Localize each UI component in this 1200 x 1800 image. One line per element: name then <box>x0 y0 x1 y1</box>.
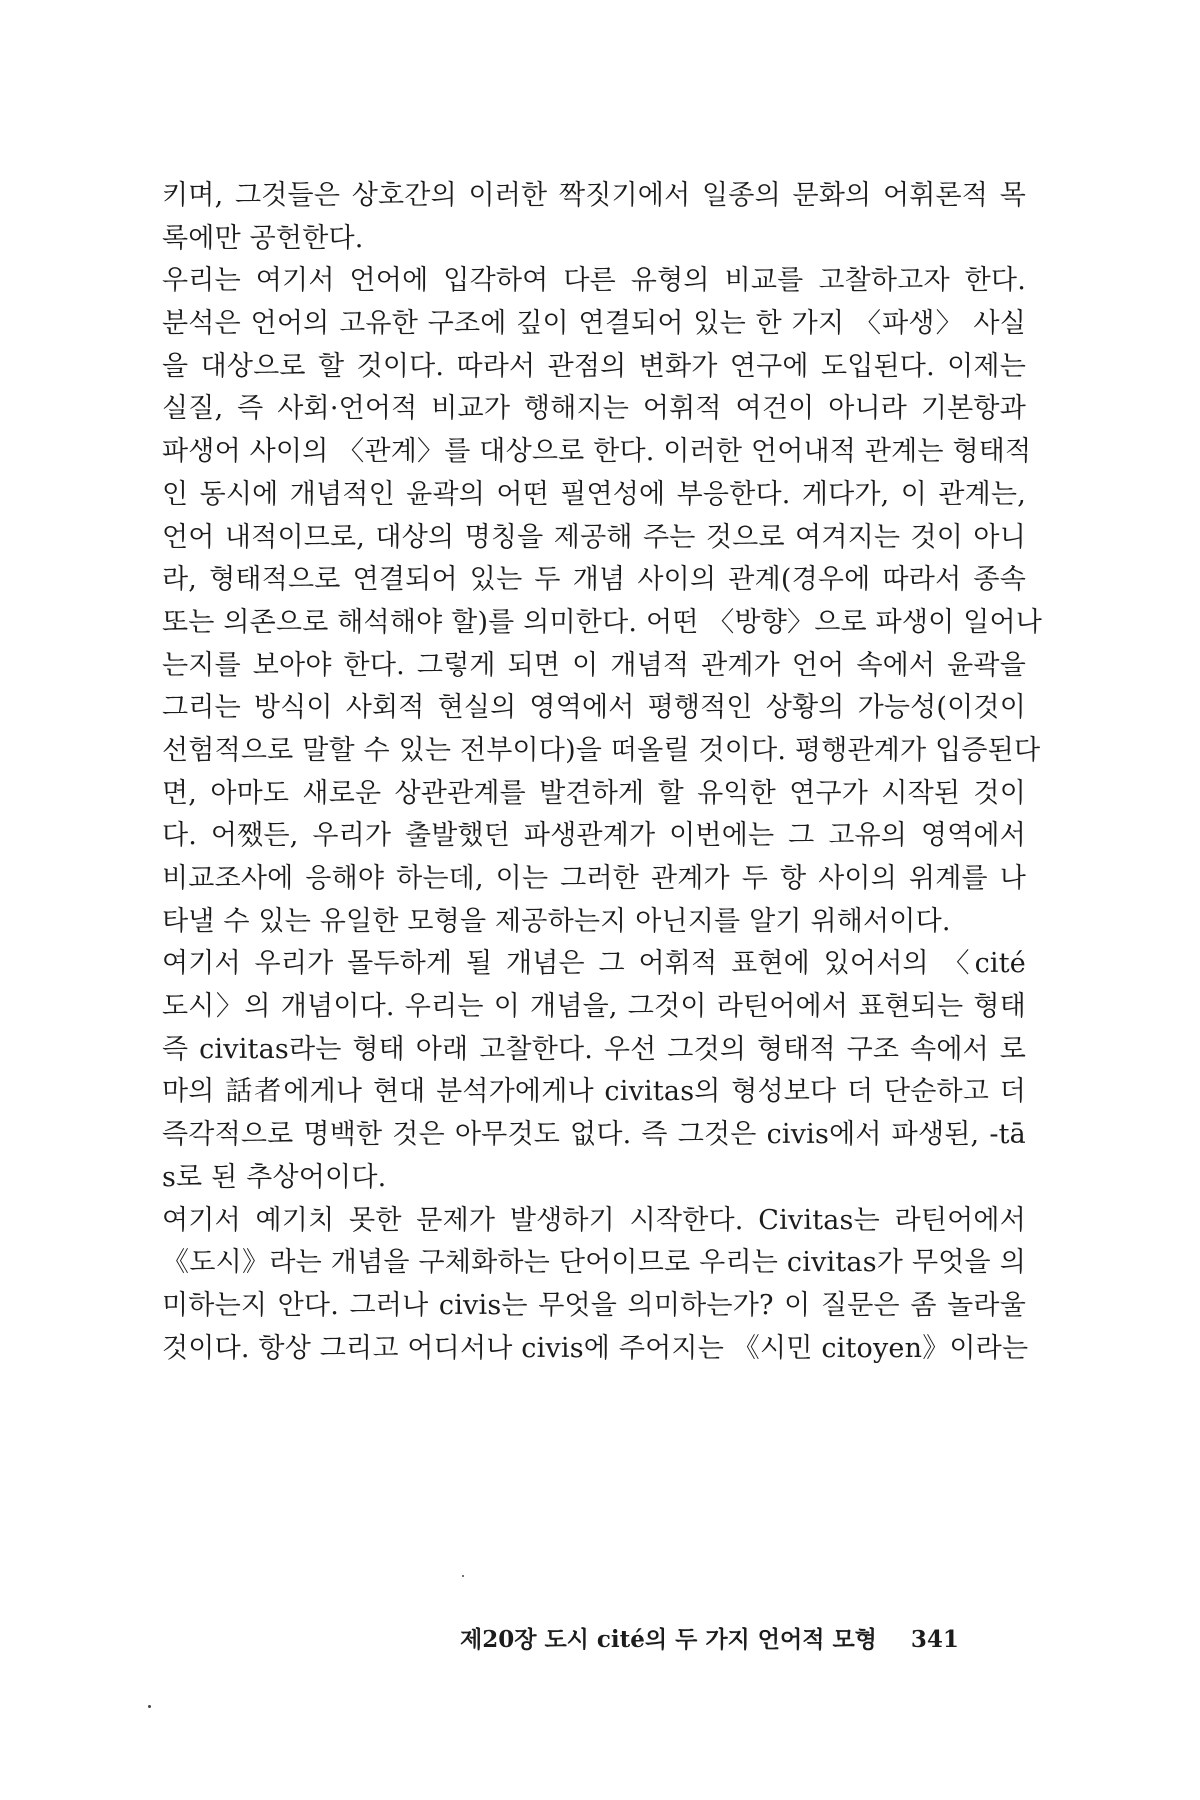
page-number: 341 <box>910 1626 959 1653</box>
text-line: 비교조사에 응해야 하는데, 이는 그러한 관계가 두 항 사이의 위계를 나 <box>162 863 1026 894</box>
text-line: 라, 형태적으로 연결되어 있는 두 개념 사이의 관계(경우에 따라서 종속 <box>162 564 1026 596</box>
body-text <box>162 175 1043 1370</box>
scan-speck <box>462 1575 464 1577</box>
text-line: 그리는 방식이 사회적 현실의 영역에서 평행적인 상황의 가능성(이것이 <box>162 692 1026 724</box>
text-line: 즉각적으로 명백한 것은 아무것도 없다. 즉 그것은 civis에서 파생된, -tā <box>162 1119 1026 1151</box>
text-line: 언어 내적이므로, 대상의 명칭을 제공해 주는 것으로 여겨지는 것이 아니 <box>162 521 1026 553</box>
text-line: 또는 의존으로 해석해야 할)를 의미한다. 어떤 〈방향〉으로 파생이 일어나 <box>162 606 1043 638</box>
text-line: 다. 어쨌든, 우리가 출발했던 파생관계가 이번에는 그 고유의 영역에서 <box>162 820 1026 852</box>
text-line: 분석은 언어의 고유한 구조에 깊이 연결되어 있는 한 가지 〈파생〉 사실 <box>162 308 1026 340</box>
text-line: 미하는지 안다. 그러나 civis는 무엇을 의미하는가? 이 질문은 좀 놀라울 <box>162 1289 1026 1321</box>
text-line: 는지를 보아야 한다. 그렇게 되면 이 개념적 관계가 언어 속에서 윤곽을 <box>162 649 1026 681</box>
text-line: 즉 civitas라는 형태 아래 고찰한다. 우선 그것의 형태적 구조 속에서 로 <box>162 1033 1026 1065</box>
text-line: 타낼 수 있는 유일한 모형을 제공하는지 아닌지를 알기 위해서이다. <box>162 905 951 937</box>
chapter-title: 제20장 도시 cité의 두 가지 언어적 모형 <box>460 1626 877 1653</box>
text-line: 키며, 그것들은 상호간의 이러한 짝짓기에서 일종의 문화의 어휘론적 목 <box>162 180 1026 211</box>
text-line: 도시〉의 개념이다. 우리는 이 개념을, 그것이 라틴어에서 표현되는 형태 <box>162 991 1026 1023</box>
running-footer <box>460 1622 1020 1658</box>
text-line: 여기서 예기치 못한 문제가 발생하기 시작한다. Civitas는 라틴어에서 <box>162 1204 1026 1236</box>
text-line: 인 동시에 개념적인 윤곽의 어떤 필연성에 부응한다. 게다가, 이 관계는, <box>162 478 1026 510</box>
text-line: 우리는 여기서 언어에 입각하여 다른 유형의 비교를 고찰하고자 한다. <box>162 265 1026 297</box>
text-line: 록에만 공헌한다. <box>162 222 364 254</box>
text-line: 을 대상으로 할 것이다. 따라서 관점의 변화가 연구에 도입된다. 이제는 <box>162 350 1026 382</box>
text-line: 《도시》라는 개념을 구체화하는 단어이므로 우리는 civitas가 무엇을 의 <box>162 1247 1026 1279</box>
text-line: 여기서 우리가 몰두하게 될 개념은 그 어휘적 표현에 있어서의 〈cité <box>162 948 1026 980</box>
text-line: 면, 아마도 새로운 상관관계를 발견하게 할 유익한 연구가 시작된 것이 <box>162 777 1026 809</box>
text-line: 파생어 사이의 〈관계〉를 대상으로 한다. 이러한 언어내적 관계는 형태적 <box>162 436 1032 468</box>
text-line: 것이다. 항상 그리고 어디서나 civis에 주어지는 《시민 citoyen》이라는 <box>162 1332 1029 1364</box>
text-line: 선험적으로 말할 수 있는 전부이다)을 떠올릴 것이다. 평행관계가 입증된다 <box>162 734 1041 766</box>
text-line: 마의 話者에게나 현대 분석가에게나 civitas의 형성보다 더 단순하고 더 <box>162 1076 1026 1108</box>
text-line: 실질, 즉 사회·언어적 비교가 행해지는 어휘적 여건이 아니라 기본항과 <box>162 393 1026 425</box>
scan-speck <box>148 1705 151 1708</box>
text-line: s로 된 추상어이다. <box>162 1161 387 1193</box>
